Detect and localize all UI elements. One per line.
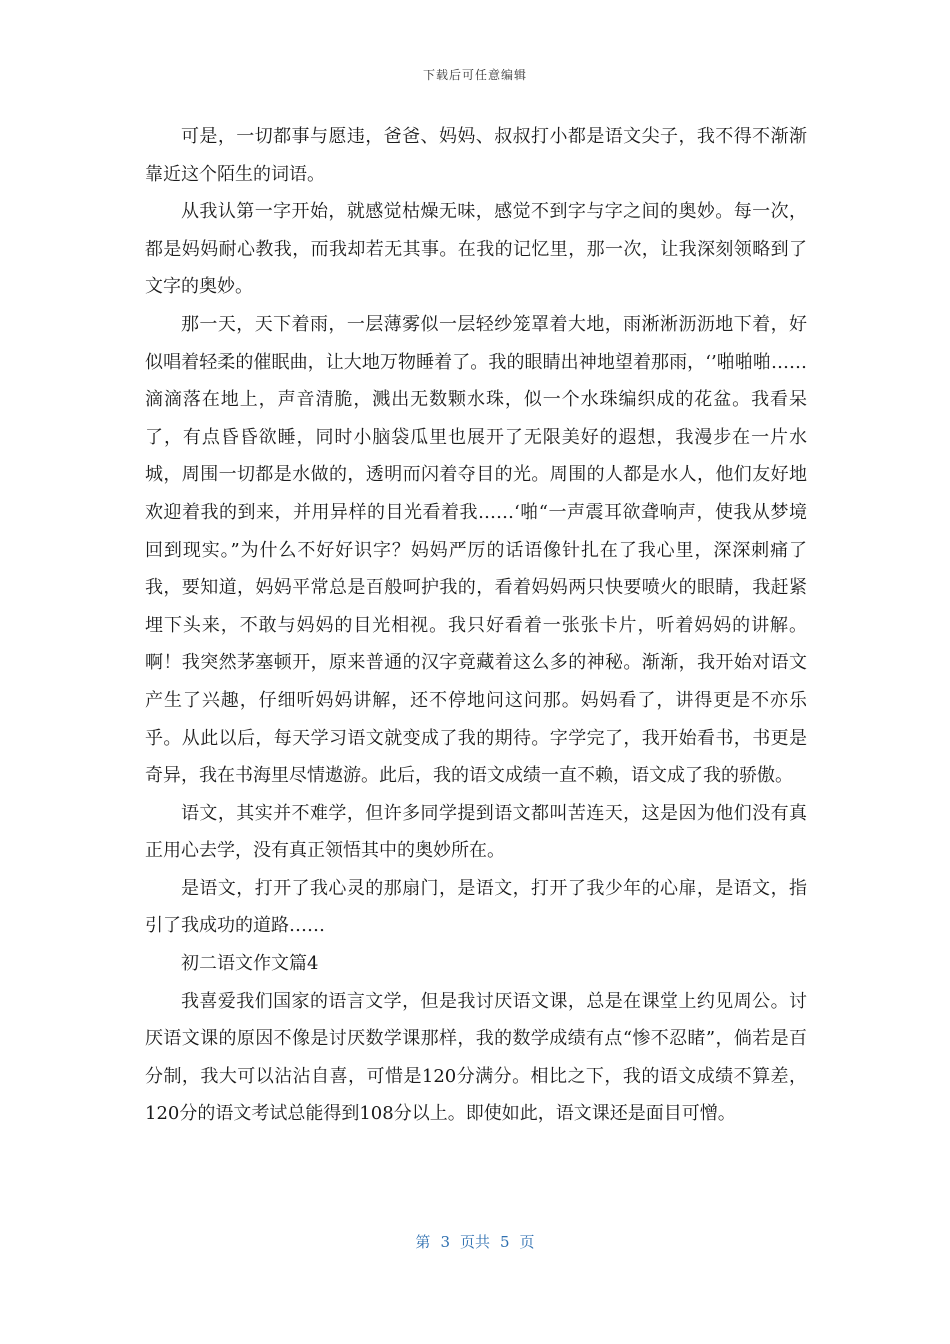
page-header: 下载后可任意编辑 <box>422 68 527 82</box>
paragraph: 那一天，天下着雨，一层薄雾似一层轻纱笼罩着大地，雨淅淅沥沥地下着，好似唱着轻柔的催眠曲，让大地万物睡着了。我的眼睛出神地望着那雨，‘’啪啪啪……滴滴落在地上，声音清脆，溅出无数颗水珠，似一个水珠编织成的花盆。我看呆了，有点昏昏欲睡，同时小脑袋瓜里也展开了无限美好的遐想，我漫步在一片水城，周围一切都是水做的，透明而闪着夺目的光。周围的人都是水人，他们友好地欢迎着我的到来，并用异样的目光看着我……‘啪“一声震耳欲聋响声，使我从梦境回到现实。”为什么不好好识字？妈妈严厉的话语像针扎在了我心里，深深刺痛了我，要知道，妈妈平常总是百般呵护我的，看着妈妈两只快要喷火的眼睛，我赶紧埋下头来，不敢与妈妈的目光相视。我只好看着一张张卡片，听着妈妈的讲解。啊！我突然茅塞顿开，原来普通的汉字竟藏着这么多的神秘。渐渐，我开始对语文产生了兴趣，仔细听妈妈讲解，还不停地问这问那。妈妈看了，讲得更是不亦乐乎。从此以后，每天学习语文就变成了我的期待。字学完了，我开始看书，书更是奇异，我在书海里尽情遨游。此后，我的语文成绩一直不赖，语文成了我的骄傲。 <box>145 313 807 787</box>
section-heading: 初二语文作文篇4 <box>181 953 319 975</box>
page-label-middle: 页共 <box>459 1233 490 1251</box>
page-label-prefix: 第 <box>415 1233 431 1251</box>
current-page-number: 3 <box>440 1233 450 1251</box>
document-body <box>145 118 807 1133</box>
paragraph: 我喜爱我们国家的语言文学，但是我讨厌语文课，总是在课堂上约见周公。讨厌语文课的原因不像是讨厌数学课那样，我的数学成绩有点“惨不忍睹”，倘若是百分制，我大可以沾沾自喜，可惜是120分满分。相比之下，我的语文成绩不算差，120分的语文考试总能得到108分以上。即使如此，语文课还是面目可憎。 <box>145 990 807 1125</box>
page-label-suffix: 页 <box>519 1233 535 1251</box>
total-pages-number: 5 <box>500 1233 510 1251</box>
paragraph: 从我认第一字开始，就感觉枯燥无味，感觉不到字与字之间的奥妙。每一次，都是妈妈耐心教我，而我却若无其事。在我的记忆里，那一次，让我深刻领略到了文字的奥妙。 <box>145 201 807 298</box>
paragraph: 语文，其实并不难学，但许多同学提到语文都叫苦连天，这是因为他们没有真正用心去学，没有真正领悟其中的奥妙所在。 <box>145 802 807 862</box>
page-footer <box>0 1231 950 1252</box>
paragraph: 是语文，打开了我心灵的那扇门，是语文，打开了我少年的心扉，是语文，指引了我成功的道路…… <box>145 877 807 937</box>
paragraph: 可是，一切都事与愿违，爸爸、妈妈、叔叔打小都是语文尖子，我不得不渐渐靠近这个陌生的词语。 <box>145 126 807 185</box>
